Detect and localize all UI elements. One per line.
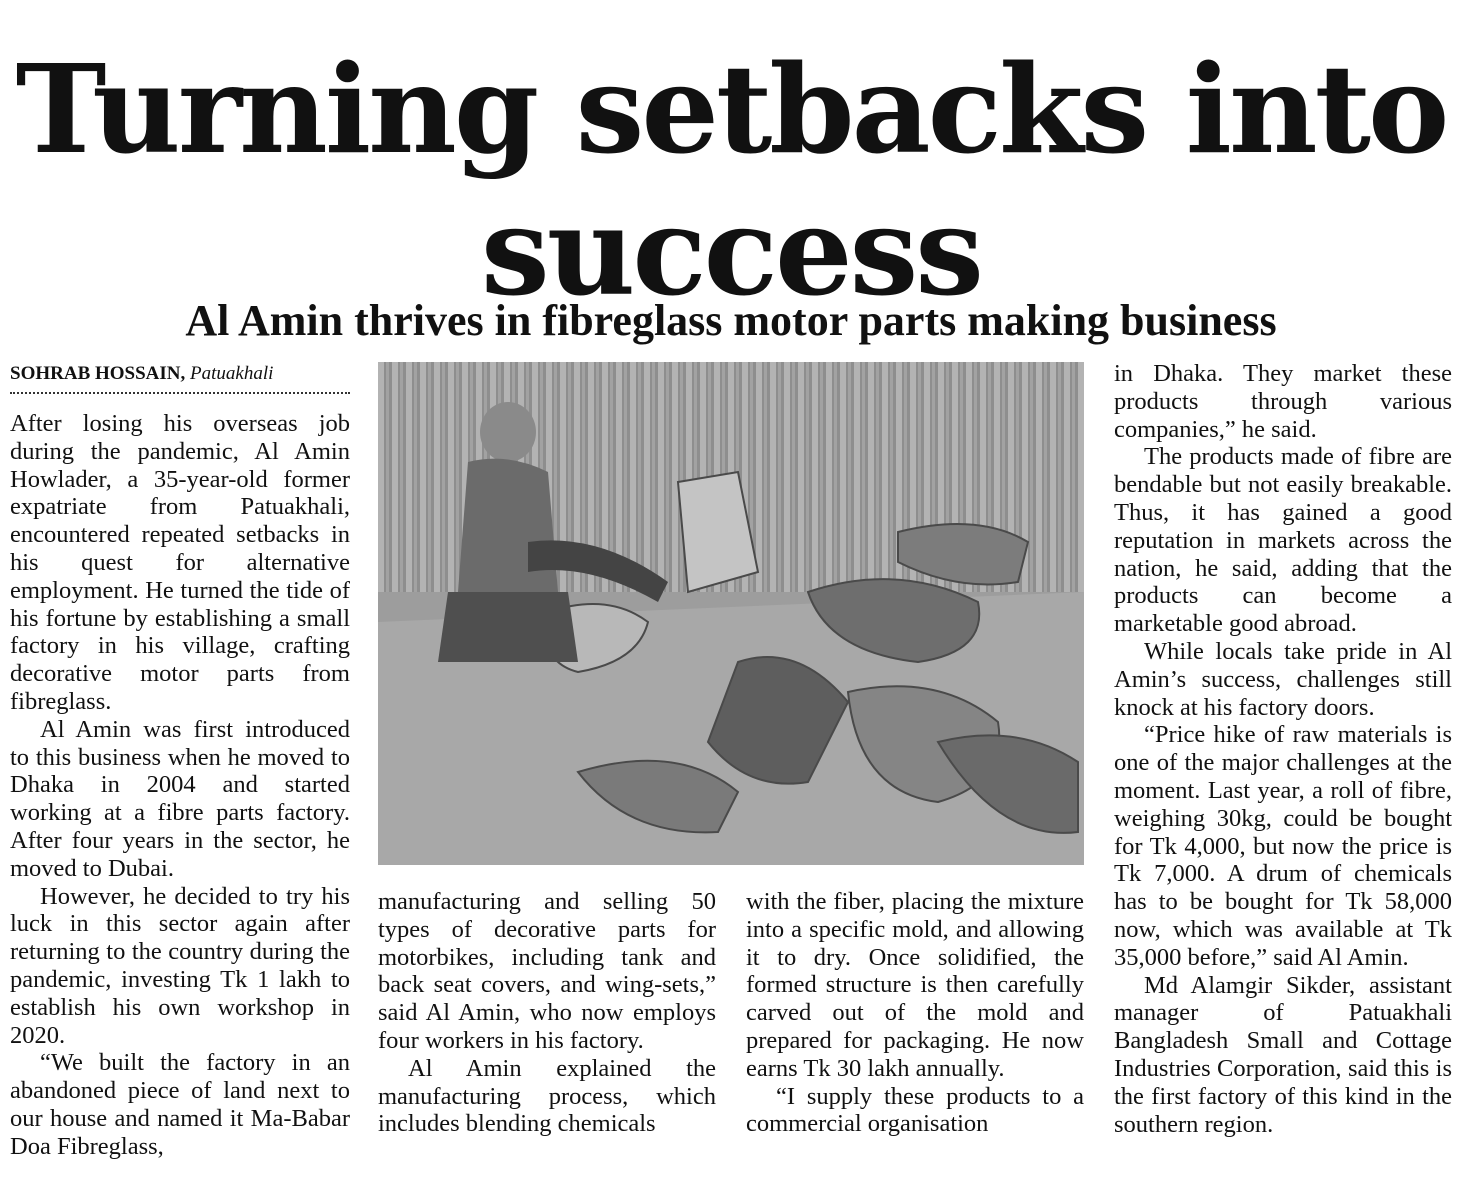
factory-photo [378, 362, 1084, 865]
paragraph: Md Alamgir Sikder, assistant manager of Patuakhali Bangladesh Small and Cottage Industries Corporation, said this is the first factory of this kind in the southern region. [1114, 971, 1452, 1138]
paragraph: “Price hike of raw materials is one of the major challenges at the moment. Last year, a roll of fibre, weighing 30kg, could be bought for Tk 4,000, but now the price is Tk 7,000. A drum of chemicals has to be bought for Tk 58,000 now, which was available at Tk 35,000 before,” said Al Amin. [1114, 721, 1452, 971]
paragraph: “I supply these products to a commercial organisation [746, 1082, 1084, 1138]
paragraph: manufacturing and selling 50 types of decorative parts for motorbikes, including tank and back seat covers, and wing-sets,” said Al Amin, who now employs four workers in his factory. [378, 888, 716, 1054]
paragraph: The products made of fibre are bendable but not easily breakable. Thus, it has gained a good reputation in markets across the nation, he said, adding that the products can become a marketable good abroad. [1114, 443, 1452, 638]
article-column-1 [10, 410, 350, 1170]
headline: Turning setbacks into success [15, 37, 1447, 323]
byline-location: Patuakhali [190, 363, 274, 384]
paragraph: While locals take pride in Al Amin’s success, challenges still knock at his factory doors. [1114, 637, 1452, 721]
article-column-4 [1114, 360, 1452, 1173]
article-column-3 [746, 888, 1084, 1173]
subheadline: Al Amin thrives in fibreglass motor parts making business [185, 296, 1277, 345]
byline-author: SOHRAB HOSSAIN, [10, 363, 186, 384]
paragraph: “We built the factory in an abandoned piece of land next to our house and named it Ma-Babar Doa Fibreglass, [10, 1049, 350, 1160]
factory-photo-icon [378, 362, 1084, 865]
paragraph: Al Amin explained the manufacturing process, which includes blending chemicals [378, 1054, 716, 1138]
article-column-2 [378, 888, 716, 1173]
paragraph: with the fiber, placing the mixture into a specific mold, and allowing it to dry. Once solidified, the formed structure is then carefully carved out of the mold and prepared for packaging. He now earns Tk 30 lakh annually. [746, 888, 1084, 1082]
paragraph: However, he decided to try his luck in this sector again after returning to the country during the pandemic, investing Tk 1 lakh to establish his own workshop in 2020. [10, 882, 350, 1049]
byline [10, 362, 350, 394]
paragraph: Al Amin was first introduced to this business when he moved to Dhaka in 2004 and started working at a fibre parts factory. After four years in the sector, he moved to Dubai. [10, 715, 350, 882]
paragraph: in Dhaka. They market these products through various companies,” he said. [1114, 360, 1452, 443]
paragraph: After losing his overseas job during the pandemic, Al Amin Howlader, a 35-year-old former expatriate from Patuakhali, encountered repeated setbacks in his quest for alternative employment. He turned the tide of his fortune by establishing a small factory in his village, crafting decorative motor parts from fibreglass. [10, 410, 350, 715]
